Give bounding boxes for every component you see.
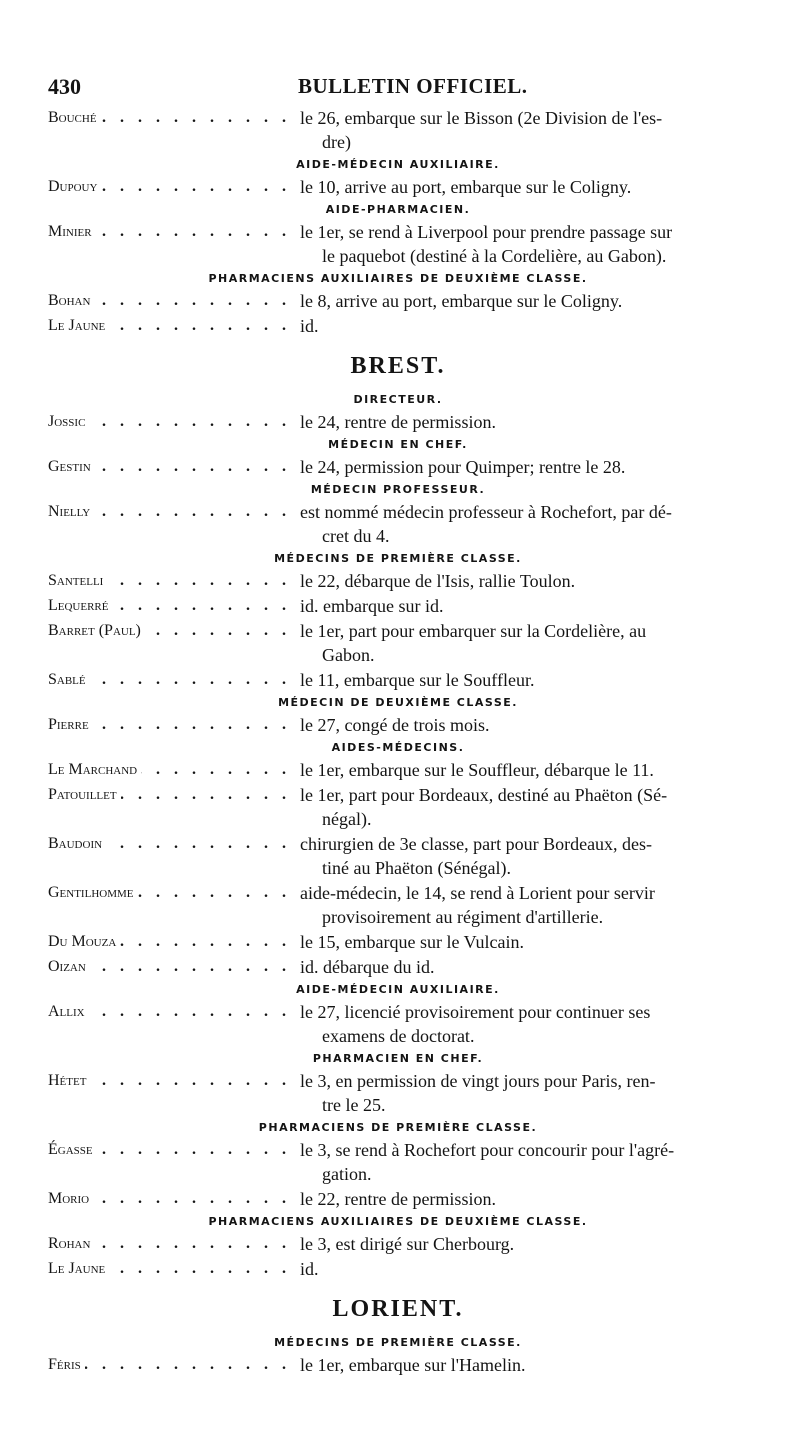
description-line: le 22, rentre de permission. <box>300 1189 496 1209</box>
description-line: négal). <box>322 809 372 829</box>
description-line: Gabon. <box>322 645 375 665</box>
document-body <box>48 106 748 1377</box>
entry-name-column <box>48 1232 300 1256</box>
personnel-entry <box>48 175 748 199</box>
entry-name-column <box>48 783 300 831</box>
personnel-entry <box>48 1069 748 1117</box>
person-name: Baudoin <box>48 835 106 852</box>
entry-name-column <box>48 758 300 782</box>
entry-name-column <box>48 314 300 338</box>
description-line: le 3, se rend à Rochefort pour concourir pour l'agré- <box>300 1140 675 1160</box>
entry-description <box>300 930 748 954</box>
rank-heading: PHARMACIENS AUXILIAIRES DE DEUXIÈME CLASSE. <box>208 1215 588 1228</box>
entry-name-column <box>48 1000 300 1048</box>
entry-description <box>300 455 748 479</box>
entry-description <box>300 1138 748 1186</box>
description-line: le 11, embarque sur le Souffleur. <box>300 670 535 690</box>
page-header <box>48 70 748 106</box>
person-name: Santelli <box>48 572 107 589</box>
person-name: Morio <box>48 1190 93 1207</box>
person-name: Le Marchand <box>48 761 141 778</box>
personnel-entry <box>48 1257 748 1281</box>
person-name: Égasse <box>48 1141 97 1158</box>
entry-description <box>300 758 748 782</box>
person-name: Patouillet <box>48 786 121 803</box>
entry-description <box>300 569 748 593</box>
entry-name-column <box>48 930 300 954</box>
rank-heading: AIDE-MÉDECIN AUXILIAIRE. <box>296 158 500 171</box>
personnel-entry <box>48 455 748 479</box>
description-line: id. <box>300 316 319 336</box>
entry-name-column <box>48 955 300 979</box>
person-name: Bohan <box>48 292 94 309</box>
personnel-entry <box>48 1353 748 1377</box>
person-name: Le Jaune <box>48 1260 109 1277</box>
personnel-entry <box>48 832 748 880</box>
entry-name-column <box>48 1353 300 1377</box>
person-name: Lequerré <box>48 597 113 614</box>
personnel-entry <box>48 314 748 338</box>
personnel-entry <box>48 1187 748 1211</box>
description-line: le 3, en permission de vingt jours pour Paris, ren- <box>300 1071 656 1091</box>
entry-name-column <box>48 1138 300 1186</box>
description-line: id. <box>300 1259 319 1279</box>
description-line: gation. <box>322 1164 372 1184</box>
entry-name-column <box>48 500 300 548</box>
person-name: Gestin <box>48 458 95 475</box>
entry-description <box>300 1187 748 1211</box>
personnel-entry <box>48 500 748 548</box>
person-name: Féris <box>48 1356 85 1373</box>
rank-heading: MÉDECINS DE PREMIÈRE CLASSE. <box>274 552 522 565</box>
person-name: Minier <box>48 223 96 240</box>
city-heading: LORIENT. <box>332 1296 464 1322</box>
entry-name-column <box>48 455 300 479</box>
entry-description <box>300 1000 748 1048</box>
personnel-entry <box>48 668 748 692</box>
page-number: 430 <box>48 74 81 99</box>
rank-heading: AIDE-MÉDECIN AUXILIAIRE. <box>296 983 500 996</box>
section-block <box>48 1295 748 1377</box>
description-line: le 8, arrive au port, embarque sur le Coligny. <box>300 291 623 311</box>
personnel-entry <box>48 930 748 954</box>
rank-heading: PHARMACIEN EN CHEF. <box>312 1052 484 1065</box>
entry-name-column <box>48 220 300 268</box>
section-block <box>48 271 748 338</box>
entry-description <box>300 410 748 434</box>
person-name: Oizan <box>48 958 90 975</box>
section-block <box>48 437 748 479</box>
section-block <box>48 202 748 268</box>
description-line: le 1er, part pour embarquer sur la Cordelière, au <box>300 621 647 641</box>
entry-name-column <box>48 668 300 692</box>
personnel-entry <box>48 955 748 979</box>
rank-heading: MÉDECIN EN CHEF. <box>328 438 468 451</box>
personnel-entry <box>48 881 748 929</box>
section-block <box>48 352 748 434</box>
leader-dots <box>48 1353 300 1377</box>
person-name: Bouché <box>48 109 101 126</box>
entry-description <box>300 832 748 880</box>
section-block <box>48 551 748 692</box>
description-line: aide-médecin, le 14, se rend à Lorient pour servir <box>300 883 655 903</box>
person-name: Sablé <box>48 671 90 688</box>
section-block <box>48 740 748 979</box>
entry-description <box>300 106 748 154</box>
entry-description <box>300 1257 748 1281</box>
description-line: le 27, licencié provisoirement pour continuer ses <box>300 1002 651 1022</box>
entry-name-column <box>48 594 300 618</box>
description-line: cret du 4. <box>322 526 390 546</box>
description-line: chirurgien de 3e classe, part pour Bordeaux, des- <box>300 834 653 854</box>
person-name: Nielly <box>48 503 94 520</box>
personnel-entry <box>48 1232 748 1256</box>
description-line: le 24, permission pour Quimper; rentre le 28. <box>300 457 626 477</box>
personnel-entry <box>48 594 748 618</box>
entry-description <box>300 1232 748 1256</box>
entry-description <box>300 1353 748 1377</box>
entry-description <box>300 783 748 831</box>
person-name: Du Mouza <box>48 933 120 950</box>
entry-description <box>300 881 748 929</box>
person-name: Le Jaune <box>48 317 109 334</box>
entry-name-column <box>48 289 300 313</box>
personnel-entry <box>48 569 748 593</box>
description-line: le paquebot (destiné à la Cordelière, au Gabon). <box>322 246 667 266</box>
section-block <box>48 1120 748 1211</box>
rank-heading: AIDE-PHARMACIEN. <box>325 203 471 216</box>
document-page <box>48 70 748 1378</box>
entry-name-column <box>48 410 300 434</box>
personnel-entry <box>48 713 748 737</box>
description-line: tre le 25. <box>322 1095 386 1115</box>
entry-description <box>300 619 748 667</box>
description-line: le 24, rentre de permission. <box>300 412 496 432</box>
personnel-entry <box>48 783 748 831</box>
entry-name-column <box>48 832 300 880</box>
personnel-entry <box>48 220 748 268</box>
description-line: examens de doctorat. <box>322 1026 475 1046</box>
description-line: le 10, arrive au port, embarque sur le Coligny. <box>300 177 632 197</box>
entry-name-column <box>48 175 300 199</box>
section-block <box>48 157 748 199</box>
section-block <box>48 1214 748 1281</box>
person-name: Pierre <box>48 716 93 733</box>
entry-name-column <box>48 1069 300 1117</box>
rank-heading: MÉDECINS DE PREMIÈRE CLASSE. <box>274 1336 522 1349</box>
entry-description <box>300 668 748 692</box>
description-line: id. embarque sur id. <box>300 596 444 616</box>
entry-name-column <box>48 619 300 667</box>
description-line: tiné au Phaëton (Sénégal). <box>322 858 511 878</box>
entry-name-column <box>48 106 300 154</box>
entry-name-column <box>48 569 300 593</box>
description-line: le 15, embarque sur le Vulcain. <box>300 932 525 952</box>
rank-heading: PHARMACIENS AUXILIAIRES DE DEUXIÈME CLASSE. <box>208 272 588 285</box>
person-name: Dupouy <box>48 178 101 195</box>
entry-name-column <box>48 881 300 929</box>
person-name: Rohan <box>48 1235 94 1252</box>
personnel-entry <box>48 1138 748 1186</box>
entry-description <box>300 500 748 548</box>
person-name: Jossic <box>48 413 89 430</box>
description-line: le 22, débarque de l'Isis, rallie Toulon. <box>300 571 576 591</box>
personnel-entry <box>48 410 748 434</box>
description-line: le 1er, embarque sur l'Hamelin. <box>300 1355 526 1375</box>
rank-heading: AIDES-MÉDECINS. <box>331 741 465 754</box>
entry-description <box>300 1069 748 1117</box>
section-block <box>48 482 748 548</box>
entry-name-column <box>48 1257 300 1281</box>
rank-heading: DIRECTEUR. <box>353 393 443 406</box>
running-title: BULLETIN OFFICIEL. <box>298 74 528 98</box>
description-line: le 27, congé de trois mois. <box>300 715 490 735</box>
entry-description <box>300 955 748 979</box>
description-line: le 3, est dirigé sur Cherbourg. <box>300 1234 515 1254</box>
personnel-entry <box>48 1000 748 1048</box>
rank-heading: MÉDECIN PROFESSEUR. <box>310 483 486 496</box>
rank-heading: PHARMACIENS DE PREMIÈRE CLASSE. <box>258 1121 538 1134</box>
section-block <box>48 1051 748 1117</box>
description-line: provisoirement au régiment d'artillerie. <box>322 907 604 927</box>
personnel-entry <box>48 106 748 154</box>
city-heading: BREST. <box>350 353 446 379</box>
description-line: id. débarque du id. <box>300 957 435 977</box>
entry-description <box>300 713 748 737</box>
person-name: Hétet <box>48 1072 90 1089</box>
description-line: le 1er, part pour Bordeaux, destiné au Phaëton (Sé- <box>300 785 668 805</box>
person-name: Allix <box>48 1003 89 1020</box>
personnel-entry <box>48 289 748 313</box>
entry-description <box>300 175 748 199</box>
description-line: le 1er, embarque sur le Souffleur, débarque le 11. <box>300 760 654 780</box>
personnel-entry <box>48 619 748 667</box>
entry-description <box>300 594 748 618</box>
description-line: le 1er, se rend à Liverpool pour prendre passage sur <box>300 222 673 242</box>
description-line: est nommé médecin professeur à Rochefort, par dé- <box>300 502 672 522</box>
person-name: Gentilhomme <box>48 884 138 901</box>
entry-description <box>300 314 748 338</box>
description-line: le 26, embarque sur le Bisson (2e Division de l'es- <box>300 108 663 128</box>
section-block <box>48 106 748 154</box>
section-block <box>48 695 748 737</box>
section-block <box>48 982 748 1048</box>
person-name: Barret (Paul) <box>48 622 145 639</box>
personnel-entry <box>48 758 748 782</box>
description-line: dre) <box>322 132 351 152</box>
entry-description <box>300 289 748 313</box>
entry-name-column <box>48 1187 300 1211</box>
entry-description <box>300 220 748 268</box>
entry-name-column <box>48 713 300 737</box>
rank-heading: MÉDECIN DE DEUXIÈME CLASSE. <box>278 696 518 709</box>
